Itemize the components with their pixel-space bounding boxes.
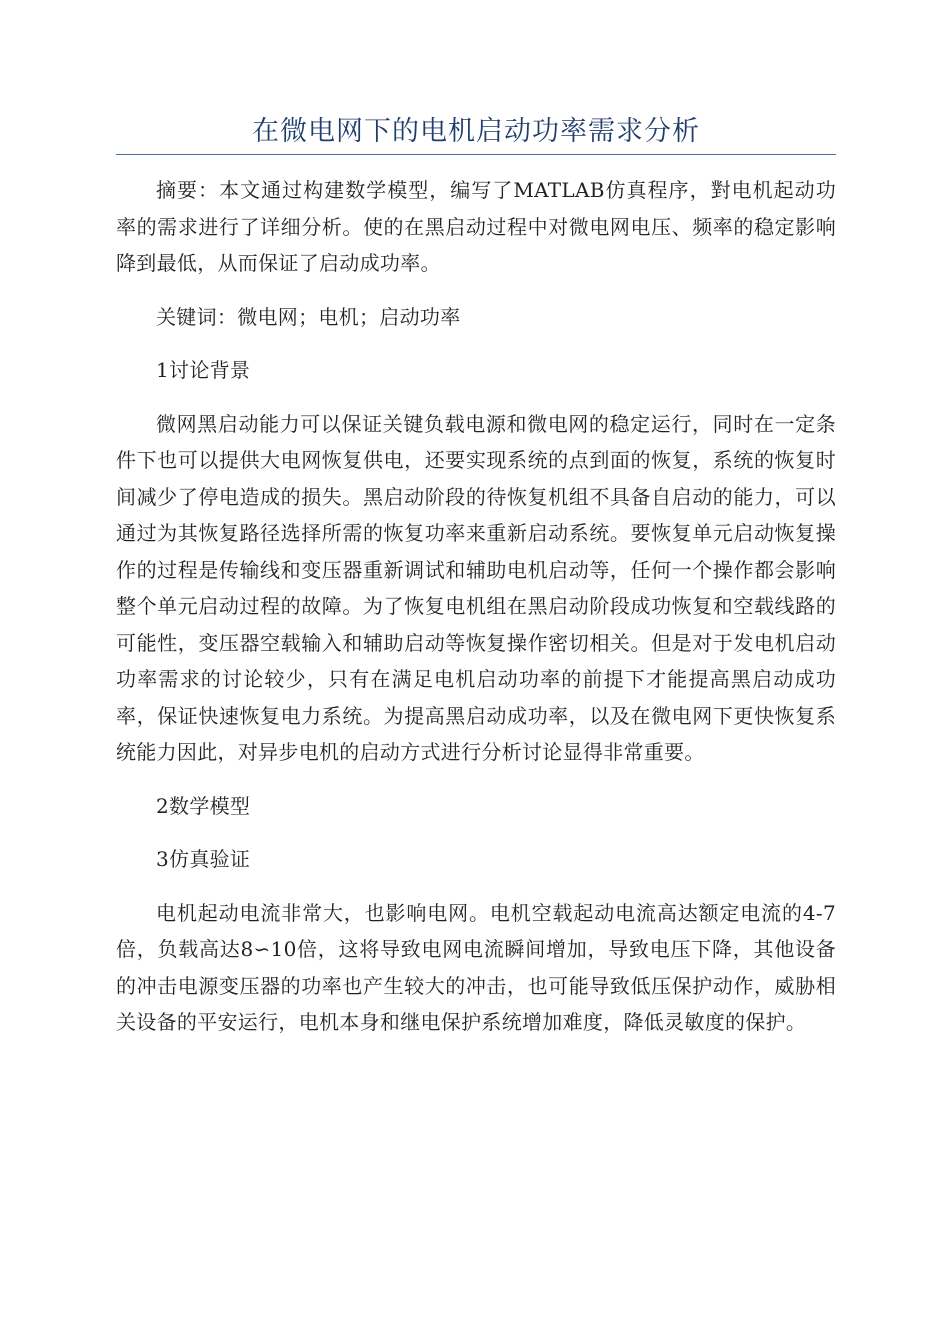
title-block (116, 112, 836, 155)
page-title: 在微电网下的电机启动功率需求分析 (252, 116, 700, 147)
section-3-heading: 3仿真验证 (156, 847, 251, 871)
section-1-heading: 1讨论背景 (156, 358, 251, 382)
section-2-heading: 2数学模型 (156, 793, 251, 818)
title-underline (116, 154, 836, 155)
section-3-paragraph: 电机起动电流非常大，也影响电网。电机空载起动电流高达额定电流的4-7倍，负载高达8∽10倍，这将导致电网电流瞬间增加，导致电压下降，其他设备的冲击电源变压器的功率也产生较大的冲击，也可能导致低压保护动作，威胁相关设备的平安运行，电机本身和继电保护系统增加难度，降低灵敏度的保护。 (116, 900, 836, 1034)
keywords-line: 关键词：微电网；电机；启动功率 (156, 304, 461, 329)
section-1-paragraph: 微网黑启动能力可以保证关键负载电源和微电网的稳定运行，同时在一定条件下也可以提供大电网恢复供电，还要实现系统的点到面的恢复，系统的恢复时间减少了停电造成的损失。黑启动阶段的待恢复机组不具备自启动的能力，可以通过为其恢复路径选择所需的恢复功率来重新启动系统。要恢复单元启动恢复操作的过程是传输线和变压器重新调试和辅助电机启动等，任何一个操作都会影响整个单元启动过程的故障。为了恢复电机组在黑启动阶段成功恢复和空载线路的可能性，变压器空载输入和辅助启动等恢复操作密切相关。但是对于发电机启动功率需求的讨论较少，只有在满足电机启动功率的前提下才能提高黑启动成功率，保证快速恢复电力系统。为提高黑启动成功率，以及在微电网下更快恢复系统能力因此，对异步电机的启动方式进行分析讨论显得非常重要。 (116, 411, 836, 764)
document-body (116, 172, 836, 1058)
abstract-paragraph: 摘要：本文通过构建数学模型，编写了MATLAB仿真程序，對电机起动功率的需求进行了详细分析。使的在黑启动过程中对微电网电压、频率的稳定影响降到最低，从而保证了启动成功率。 (116, 178, 836, 275)
